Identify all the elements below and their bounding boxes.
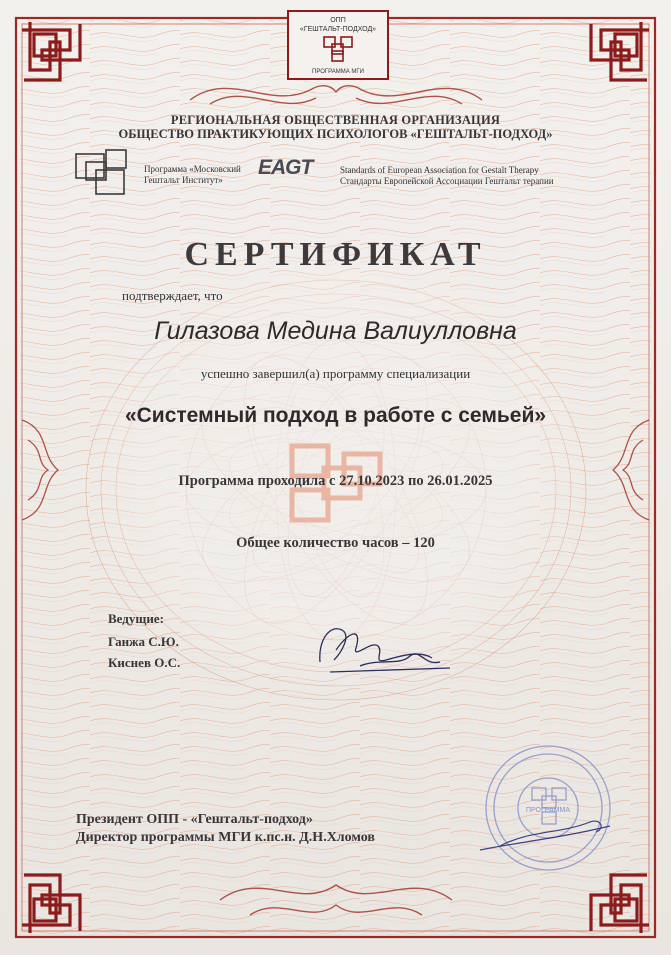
organization-line2: ОБЩЕСТВО ПРАКТИКУЮЩИХ ПСИХОЛОГОВ «ГЕШТАЛЬТ-ПОДХОД»	[118, 127, 553, 141]
leader-name-2: Киснев О.С.	[108, 655, 181, 670]
eagt-standards-en: Standards of European Association for Gestalt Therapy	[340, 165, 539, 175]
leaders-label: Ведущие:	[108, 611, 164, 626]
recipient-name: Гилазова Медина Валиулловна	[154, 317, 517, 345]
logo-mark-icon	[323, 36, 353, 62]
program-label-line1: Программа «Московский	[144, 164, 241, 174]
program-label-line2: Гештальт Институт»	[144, 175, 223, 185]
program-label	[144, 164, 241, 186]
stamp-center-text: ПРОГРАММА	[526, 807, 570, 814]
eagt-standards-ru: Стандарты Европейской Ассоциации Гештальт терапии	[340, 176, 554, 186]
logo-line1: ОПП	[330, 17, 346, 24]
eagt-logo: EAGT	[258, 156, 313, 179]
confirms-text: подтверждает, что	[122, 288, 223, 303]
leader-name-1: Ганжа С.Ю.	[108, 634, 179, 649]
organization-line1: РЕГИОНАЛЬНАЯ ОБЩЕСТВЕННАЯ ОРГАНИЗАЦИЯ	[170, 113, 501, 127]
program-dates: Программа проходила с 27.10.2023 по 26.01.2025	[178, 473, 493, 489]
director-line: Директор программы МГИ к.пс.н. Д.Н.Хломов	[76, 830, 375, 845]
president-line: Президент ОПП - «Гештальт-подход»	[76, 812, 313, 827]
logo-line2: «ГЕШТАЛЬТ-ПОДХОД»	[299, 26, 377, 33]
program-name: «Системный подход в работе с семьей»	[124, 404, 547, 427]
logo-bottom-text: ПРОГРАММА МГИ	[312, 69, 364, 75]
certificate-title: СЕРТИФИКАТ	[184, 236, 487, 273]
total-hours: Общее количество часов – 120	[236, 535, 435, 551]
completed-text: успешно завершил(а) программу специализации	[200, 366, 471, 381]
top-logo	[287, 10, 389, 80]
